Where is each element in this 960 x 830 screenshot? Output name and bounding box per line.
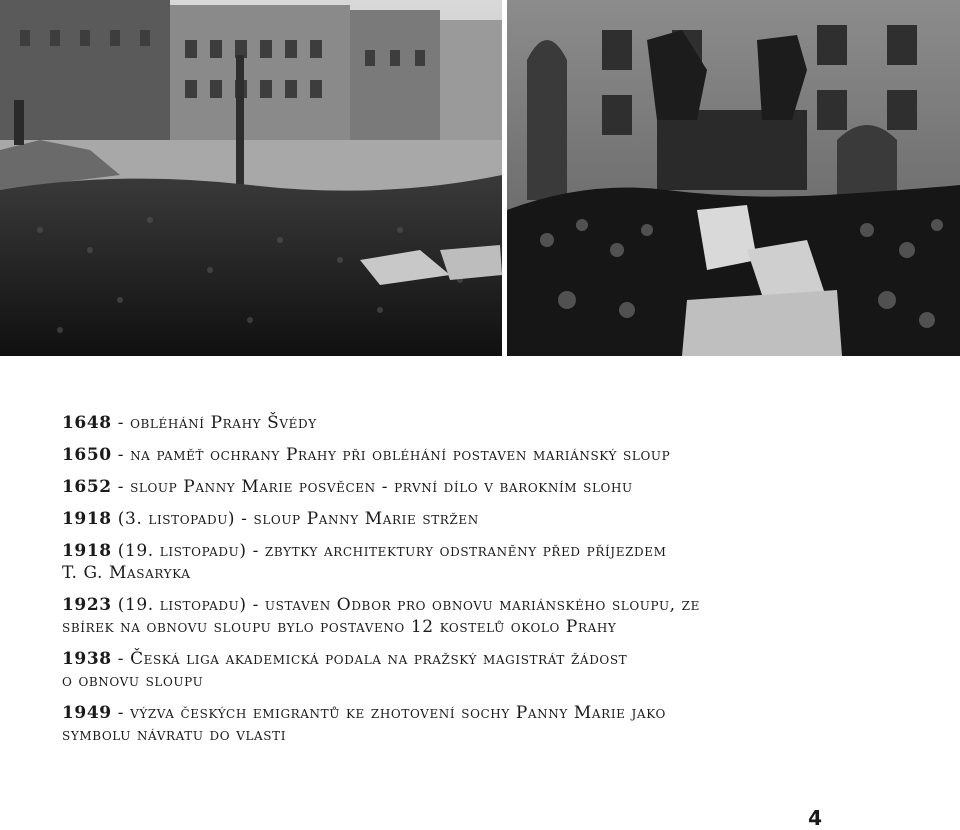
timeline-text: (19. listopadu) - zbytky architektury odstraněny před příjezdem T. G. Masaryka	[62, 541, 667, 583]
timeline-entry-1918-nov-19	[62, 540, 842, 584]
crowd-near-toppled-column-image	[507, 0, 960, 356]
crowd-near-toppled-column-photo	[507, 0, 960, 356]
timeline-text: (19. listopadu) - ustaven Odbor pro obnovu mariánského sloupu, ze sbírek na obnovu sloupu bylo postaveno 12 kostelů okolo Prahy	[62, 595, 700, 637]
timeline-entry-1918-nov-3	[62, 508, 842, 530]
timeline-entry-1652	[62, 476, 842, 498]
timeline-text: - na paměť ochrany Prahy při obléhání postaven mariánský sloup	[111, 445, 671, 465]
timeline-text: (3. listopadu) - sloup Panny Marie stržen	[111, 509, 479, 529]
timeline-year: 1918	[62, 509, 112, 529]
page-number: 4	[808, 806, 822, 830]
timeline-text: - sloup Panny Marie posvěcen - první dílo v barokním slohu	[111, 477, 633, 497]
timeline-text: - Česká liga akademická podala na pražský magistrát žádost o obnovu sloupu	[62, 649, 628, 691]
timeline-year: 1650	[62, 445, 112, 465]
old-town-square-crowd-photo	[0, 0, 502, 356]
timeline-entry-1949	[62, 702, 842, 746]
timeline-year: 1652	[62, 477, 112, 497]
timeline-year: 1949	[62, 703, 112, 723]
timeline-list	[62, 412, 842, 756]
timeline-text: - obléhání Prahy Švédy	[111, 413, 317, 433]
timeline-year: 1648	[62, 413, 112, 433]
timeline-entry-1938	[62, 648, 842, 692]
timeline-entry-1923	[62, 594, 842, 638]
timeline-entry-1648	[62, 412, 842, 434]
timeline-entry-1650	[62, 444, 842, 466]
old-town-square-crowd-image	[0, 0, 502, 356]
timeline-text: - výzva českých emigrantů ke zhotovení sochy Panny Marie jako symbolu návratu do vlasti	[62, 703, 666, 745]
timeline-year: 1938	[62, 649, 112, 669]
timeline-year: 1923	[62, 595, 112, 615]
timeline-year: 1918	[62, 541, 112, 561]
